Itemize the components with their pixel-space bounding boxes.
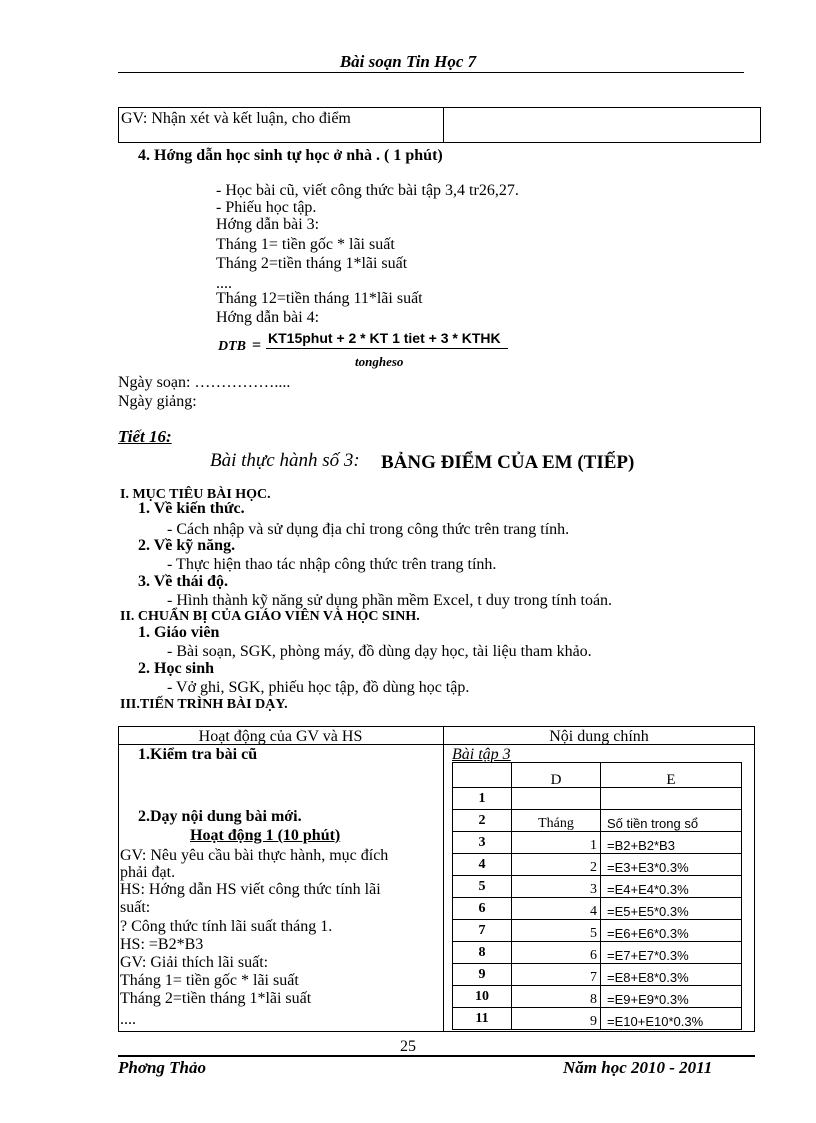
grid-cell-d: 6 <box>511 941 601 964</box>
grid-cell-e: =E9+E9*0.3% <box>600 985 742 1008</box>
homework-line: .... <box>216 275 232 292</box>
grid-row-number: 9 <box>452 963 512 986</box>
grid-col-d: D <box>511 762 601 788</box>
header-title: Bài soạn Tin Học 7 <box>339 52 477 71</box>
grid-cell-d: 3 <box>511 875 601 898</box>
formula-equals: = <box>252 337 262 354</box>
header-rule <box>118 72 744 73</box>
homework-line: - Phiếu học tập. <box>216 199 317 216</box>
grid-cell-d: 2 <box>511 853 601 876</box>
lesson-label: Tiết 16: <box>118 427 172 446</box>
left-activity: Hoạt động 1 (10 phút) <box>190 827 341 844</box>
formula-denominator: tongheso <box>355 354 404 369</box>
homework-line: Tháng 1= tiền gốc * lãi suất <box>216 236 395 253</box>
left-line: Tháng 2=tiền tháng 1*lãi suất <box>120 990 312 1007</box>
grid-cell-d: 4 <box>511 897 601 920</box>
subsection-teacher: 1. Giáo viên <box>138 624 220 641</box>
subsection-attitude: 3. Về thái độ. <box>138 573 228 590</box>
grid-cell-e: =E10+E10*0.3% <box>600 1007 742 1030</box>
grid-cell-e: =E5+E5*0.3% <box>600 897 742 920</box>
left-line: suất: <box>120 899 151 916</box>
grid-row-number: 5 <box>452 875 512 898</box>
subsection-student: 2. Học sinh <box>138 660 215 677</box>
student-item: - Vở ghi, SGK, phiếu học tập, đồ dùng học tập. <box>167 679 470 696</box>
section-objectives: I. MỤC TIÊU BÀI HỌC. <box>120 487 271 502</box>
footer-author: Phơng Thảo <box>118 1058 207 1077</box>
prep-date: Ngày soạn: …………….... <box>118 374 291 391</box>
top-table-left-text: GV: Nhận xét và kết luận, cho điểm <box>121 110 351 127</box>
left-line: HS: =B2*B3 <box>120 936 204 953</box>
left-line: phải đạt. <box>120 864 176 881</box>
grid-cell-d: 8 <box>511 985 601 1008</box>
head-left: Hoạt động của GV và HS <box>198 728 363 745</box>
left-line: Tháng 1= tiền gốc * lãi suất <box>120 972 299 989</box>
grid-row-number: 3 <box>452 831 512 854</box>
page-number: 25 <box>400 1038 416 1055</box>
lesson-subtitle: Bài thực hành số 3: <box>210 450 360 471</box>
attitude-item: - Hình thành kỹ năng sử dụng phần mềm Excel, t duy trong tính toán. <box>167 592 613 609</box>
subsection-knowledge: 1. Về kiến thức. <box>138 500 245 517</box>
exercise-label: Bài tập 3 <box>452 746 511 763</box>
footer-year: Năm học 2010 - 2011 <box>563 1058 713 1077</box>
grid-cell-d: 5 <box>511 919 601 942</box>
lesson-title: BẢNG ĐIỂM CỦA EM (TIẾP) <box>381 452 635 473</box>
left-line: .... <box>120 1011 136 1028</box>
grid-cell-e: =E3+E3*0.3% <box>600 853 742 876</box>
grid-cell-d <box>511 787 601 810</box>
grid-cell-d: 1 <box>511 831 601 854</box>
teach-date: Ngày giảng: <box>118 393 197 410</box>
grid-row-number: 2 <box>452 809 512 832</box>
grid-row-number: 1 <box>452 787 512 810</box>
homework-line: - Học bài cũ, viết công thức bài tập 3,4 tr26,27. <box>216 182 519 199</box>
grid-cell-e: =E7+E7*0.3% <box>600 941 742 964</box>
homework-line: Hớng dẫn bài 3: <box>216 216 320 233</box>
homework-line: Hớng dẫn bài 4: <box>216 309 320 326</box>
grid-cell-e: =E8+E8*0.3% <box>600 963 742 986</box>
grid-row-number: 10 <box>452 985 512 1008</box>
left-heading-review: 1.Kiểm tra bài cũ <box>138 746 258 763</box>
left-line: HS: Hớng dẫn HS viết công thức tính lãi <box>120 881 381 898</box>
grid-cell-e: Số tiền trong sổ <box>600 809 742 832</box>
left-line: GV: Giải thích lãi suất: <box>120 954 269 971</box>
formula-lhs: DTB <box>218 339 246 354</box>
grid-row-number: 11 <box>452 1007 512 1030</box>
section-procedure: III.TIẾN TRÌNH BÀI DẠY. <box>120 697 288 712</box>
head-right: Nội dung chính <box>549 728 649 745</box>
section-preparation: II. CHUẨN BỊ CỦA GIÁO VIÊN VÀ HỌC SINH. <box>120 609 420 624</box>
teacher-item: - Bài soạn, SGK, phòng máy, đồ dùng dạy học, tài liệu tham khảo. <box>167 643 592 660</box>
knowledge-item: - Cách nhập và sử dụng địa chỉ trong công thức trên trang tính. <box>167 521 570 538</box>
footer-rule <box>118 1055 755 1057</box>
formula-numerator: KT15phut + 2 * KT 1 tiet + 3 * KTHK <box>268 330 501 346</box>
grid-cell-d: Tháng <box>511 809 601 832</box>
homework-line: Tháng 2=tiền tháng 1*lãi suất <box>216 255 408 272</box>
top-table-divider <box>443 107 444 143</box>
formula-fraction-bar <box>266 348 508 349</box>
grid-cell-d: 9 <box>511 1007 601 1030</box>
homework-heading: 4. Hớng dẫn học sinh tự học ở nhà . ( 1 phút) <box>138 147 443 164</box>
left-line: ? Công thức tính lãi suất tháng 1. <box>120 918 333 935</box>
grid-row-number: 7 <box>452 919 512 942</box>
homework-line: Tháng 12=tiền tháng 11*lãi suất <box>216 290 423 307</box>
grid-corner <box>452 762 512 788</box>
subsection-skills: 2. Về kỹ năng. <box>138 537 236 554</box>
grid-row-number: 8 <box>452 941 512 964</box>
grid-row-number: 4 <box>452 853 512 876</box>
left-heading-new: 2.Dạy nội dung bài mới. <box>138 808 302 825</box>
grid-cell-e: =B2+B2*B3 <box>600 831 742 854</box>
grid-col-e: E <box>600 762 742 788</box>
grid-cell-e <box>600 787 742 810</box>
grid-cell-d: 7 <box>511 963 601 986</box>
grid-cell-e: =E6+E6*0.3% <box>600 919 742 942</box>
main-table-divider <box>443 726 444 1032</box>
skills-item: - Thực hiện thao tác nhập công thức trên trang tính. <box>167 556 497 573</box>
grid-row-number: 6 <box>452 897 512 920</box>
grid-cell-e: =E4+E4*0.3% <box>600 875 742 898</box>
left-line: GV: Nêu yêu cầu bài thực hành, mục đích <box>120 847 389 864</box>
